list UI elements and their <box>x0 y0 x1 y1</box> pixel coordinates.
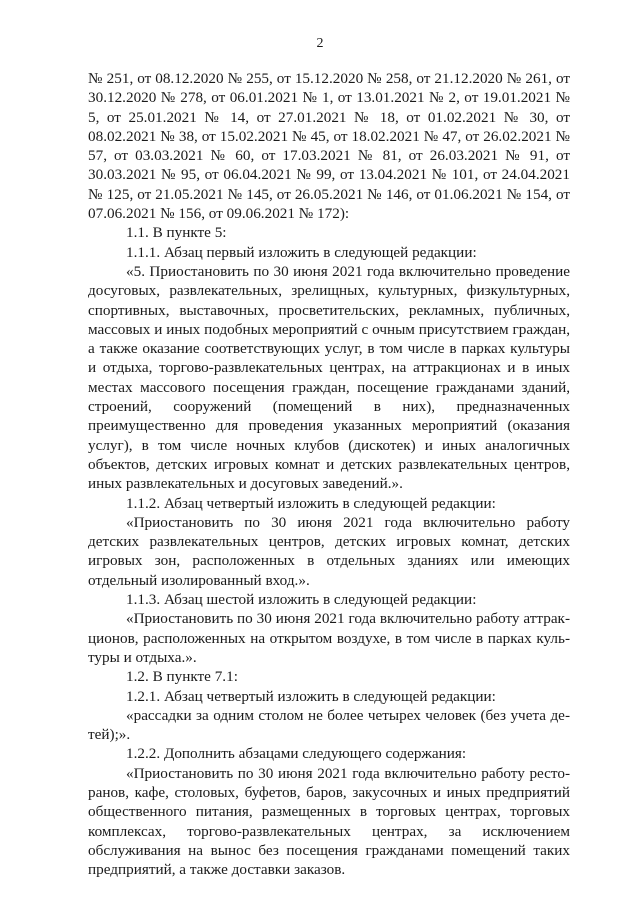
paragraph-item-1-1: 1.1. В пункте 5: <box>126 224 227 242</box>
paragraph-continuation: № 251, от 08.12.2020 № 255, от 15.12.2020 № 258, от 21.12.2020 № 261, от 30.12.2020 № 278, от 06.01.2021 № 1, от 13.01.2021 № 2, от 19.01.2021 № 5, от 25.01.2021 № 14, от 27.01.2021 № 18, от 01.02.2021 № 30, от 08.02.2021 № 38, от 15.02.2021 № 45, от 18.02.2021 № 47, от 26.02.2021 № 57, от 03.03.2021 № 60, от 17.03.2021 № 81, от 26.03.2021 № 91, от 30.03.2021 № 95, от 06.04.2021 № 99, от 13.04.2021 № 101, от 24.04.2021 № 125, от 21.05.2021 № 145, от 26.05.2021 № 146, от 01.06.2021 № 154, от 07.06.2021 № 156, от 09.06.2021 № 172): <box>88 70 570 223</box>
paragraph-item-1-1-2: 1.1.2. Абзац четвертый изложить в следующей редакции: <box>126 494 496 512</box>
paragraph-quote-seating: «рассадки за одним столом не более четырех человек (без учета детей);». <box>88 706 570 744</box>
paragraph-quote-restaurants: «Приостановить по 30 июня 2021 года включительно работу ресторанов, кафе, столовых, буфетов, баров, закусочных и иных предприятий общественного питания, размещенных в торговых центрах, торговых комплексах, торгово-развлекательных центрах, за исключением обслуживания на вынос без посещения гражданами помещений таких предприятий, а также доставки заказов. <box>88 764 570 879</box>
paragraph-quote-children-centers: «Приостановить по 30 июня 2021 года включительно работу детских развлекательных центров, детских игровых комнат, детских игровых зон, расположенных в отдельных зданиях или имеющих отдельный изолированный вход.». <box>88 513 570 589</box>
paragraph-quote-point-5: «5. Приостановить по 30 июня 2021 года включительно проведение досуговых, развлекательных, зрелищных, культурных, физкультурных, спортивных, выставочных, просветительских, рекламных, публичных, массовых и иных подобных мероприятий с очным присутствием граждан, а также оказание соответствующих услуг, в том числе в парках культуры и отдыха, торгово-развлекательных центрах, на аттракционах и в иных местах массового посещения граждан, посещение гражданами зданий, строений, сооружений (помещений в них), предназначенных преимущественно для проведения указанных мероприятий (оказания услуг), в том числе ночных клубов (дискотек) и иных аналогичных объектов, детских игровых комнат и детских развлекательных центров, иных развлекательных и досуговых заведений.». <box>88 262 570 493</box>
paragraph-quote-attractions: «Приостановить по 30 июня 2021 года включительно работу аттракционов, расположенных на открытом воздухе, в том числе в парках культуры и отдыха.». <box>88 610 570 666</box>
page-number: 2 <box>316 36 324 51</box>
paragraph-item-1-2-1: 1.2.1. Абзац четвертый изложить в следующей редакции: <box>126 687 496 705</box>
document-body <box>88 69 570 879</box>
paragraph-item-1-2: 1.2. В пункте 7.1: <box>126 668 238 686</box>
paragraph-item-1-1-1: 1.1.1. Абзац первый изложить в следующей редакции: <box>126 243 477 261</box>
paragraph-item-1-1-3: 1.1.3. Абзац шестой изложить в следующей редакции: <box>126 591 477 609</box>
paragraph-item-1-2-2: 1.2.2. Дополнить абзацами следующего содержания: <box>126 745 467 763</box>
